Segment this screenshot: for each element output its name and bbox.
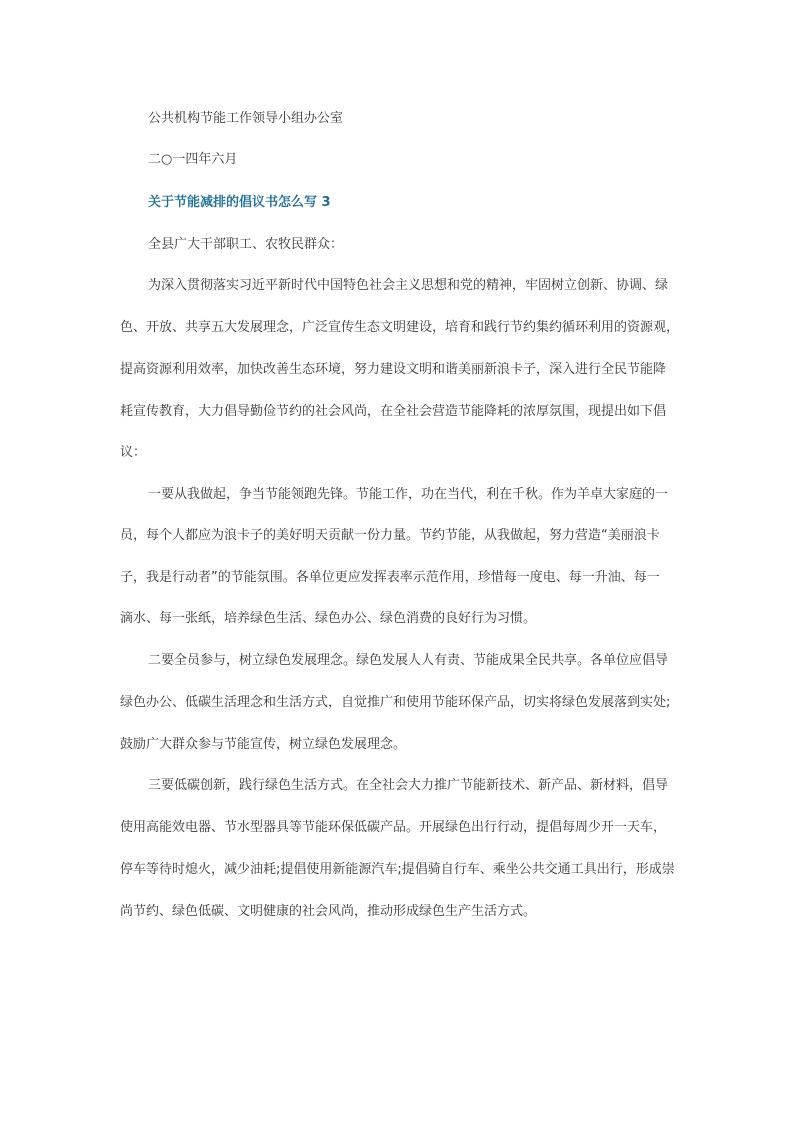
paragraph-3-line: 绿色办公、低碳生活理念和生活方式，自觉推广和使用节能环保产品，切实将绿色发展落到实处; [120,695,671,710]
paragraph-1-line: 提高资源利用效率，加快改善生态环境，努力建设文明和谐美丽新浪卡子，深入进行全民节能降 [120,362,667,377]
paragraph-3-line: 二要全员参与，树立绿色发展理念。绿色发展人人有责、节能成果全民共享。各单位应倡导 [148,653,669,668]
paragraph-1-line: 耗宣传教育，大力倡导勤俭节约的社会风尚，在全社会营造节能降耗的浓厚氛围，现提出如下倡 [120,404,667,419]
paragraph-4-line: 三要低碳创新，践行绿色生活方式。在全社会大力推广节能新技术、新产品、新材料，倡导 [148,778,669,793]
paragraph-4-line: 使用高能效电器、节水型器具等节能环保低碳产品。开展绿色出行行动，提倡每周少开一天车， [120,820,667,835]
date-line: 二○一四年六月 [148,152,238,167]
paragraph-1-line: 议： [120,445,147,460]
paragraph-2-line: 员，每个人都应为浪卡子的美好明天贡献一份力量。节约节能，从我做起，努力营造“美丽浪卡 [120,528,660,543]
paragraph-2-line: 一要从我做起，争当节能领跑先锋。节能工作，功在当代，利在千秋。作为羊卓大家庭的一 [148,487,669,502]
paragraph-2-line: 子，我是行动者”的节能氛围。各单位更应发挥表率示范作用，珍惜每一度电、每一升油、每一 [120,570,660,585]
paragraph-4-line: 停车等待时熄火，减少油耗;提倡使用新能源汽车;提倡骑自行车、乘坐公共交通工具出行，形成崇 [120,862,675,877]
paragraph-3-line: 鼓励广大群众参与节能宣传，树立绿色发展理念。 [120,737,407,752]
signature-org: 公共机构节能工作领导小组办公室 [148,111,344,126]
paragraph-2-line: 滴水、每一张纸，培养绿色生活、绿色办公、绿色消费的良好行为习惯。 [120,611,537,626]
salutation: 全县广大干部职工、农牧民群众： [148,237,344,252]
paragraph-1-line: 色、开放、共享五大发展理念，广泛宣传生态文明建设，培育和践行节约集约循环利用的资源观， [120,320,680,335]
paragraph-4-line: 尚节约、绿色低碳、文明健康的社会风尚，推动形成绿色生产生活方式。 [120,904,537,919]
section-title: 关于节能减排的倡议书怎么写 3 [148,195,331,210]
paragraph-1-line: 为深入贯彻落实习近平新时代中国特色社会主义思想和党的精神，牢固树立创新、协调、绿 [148,278,669,293]
